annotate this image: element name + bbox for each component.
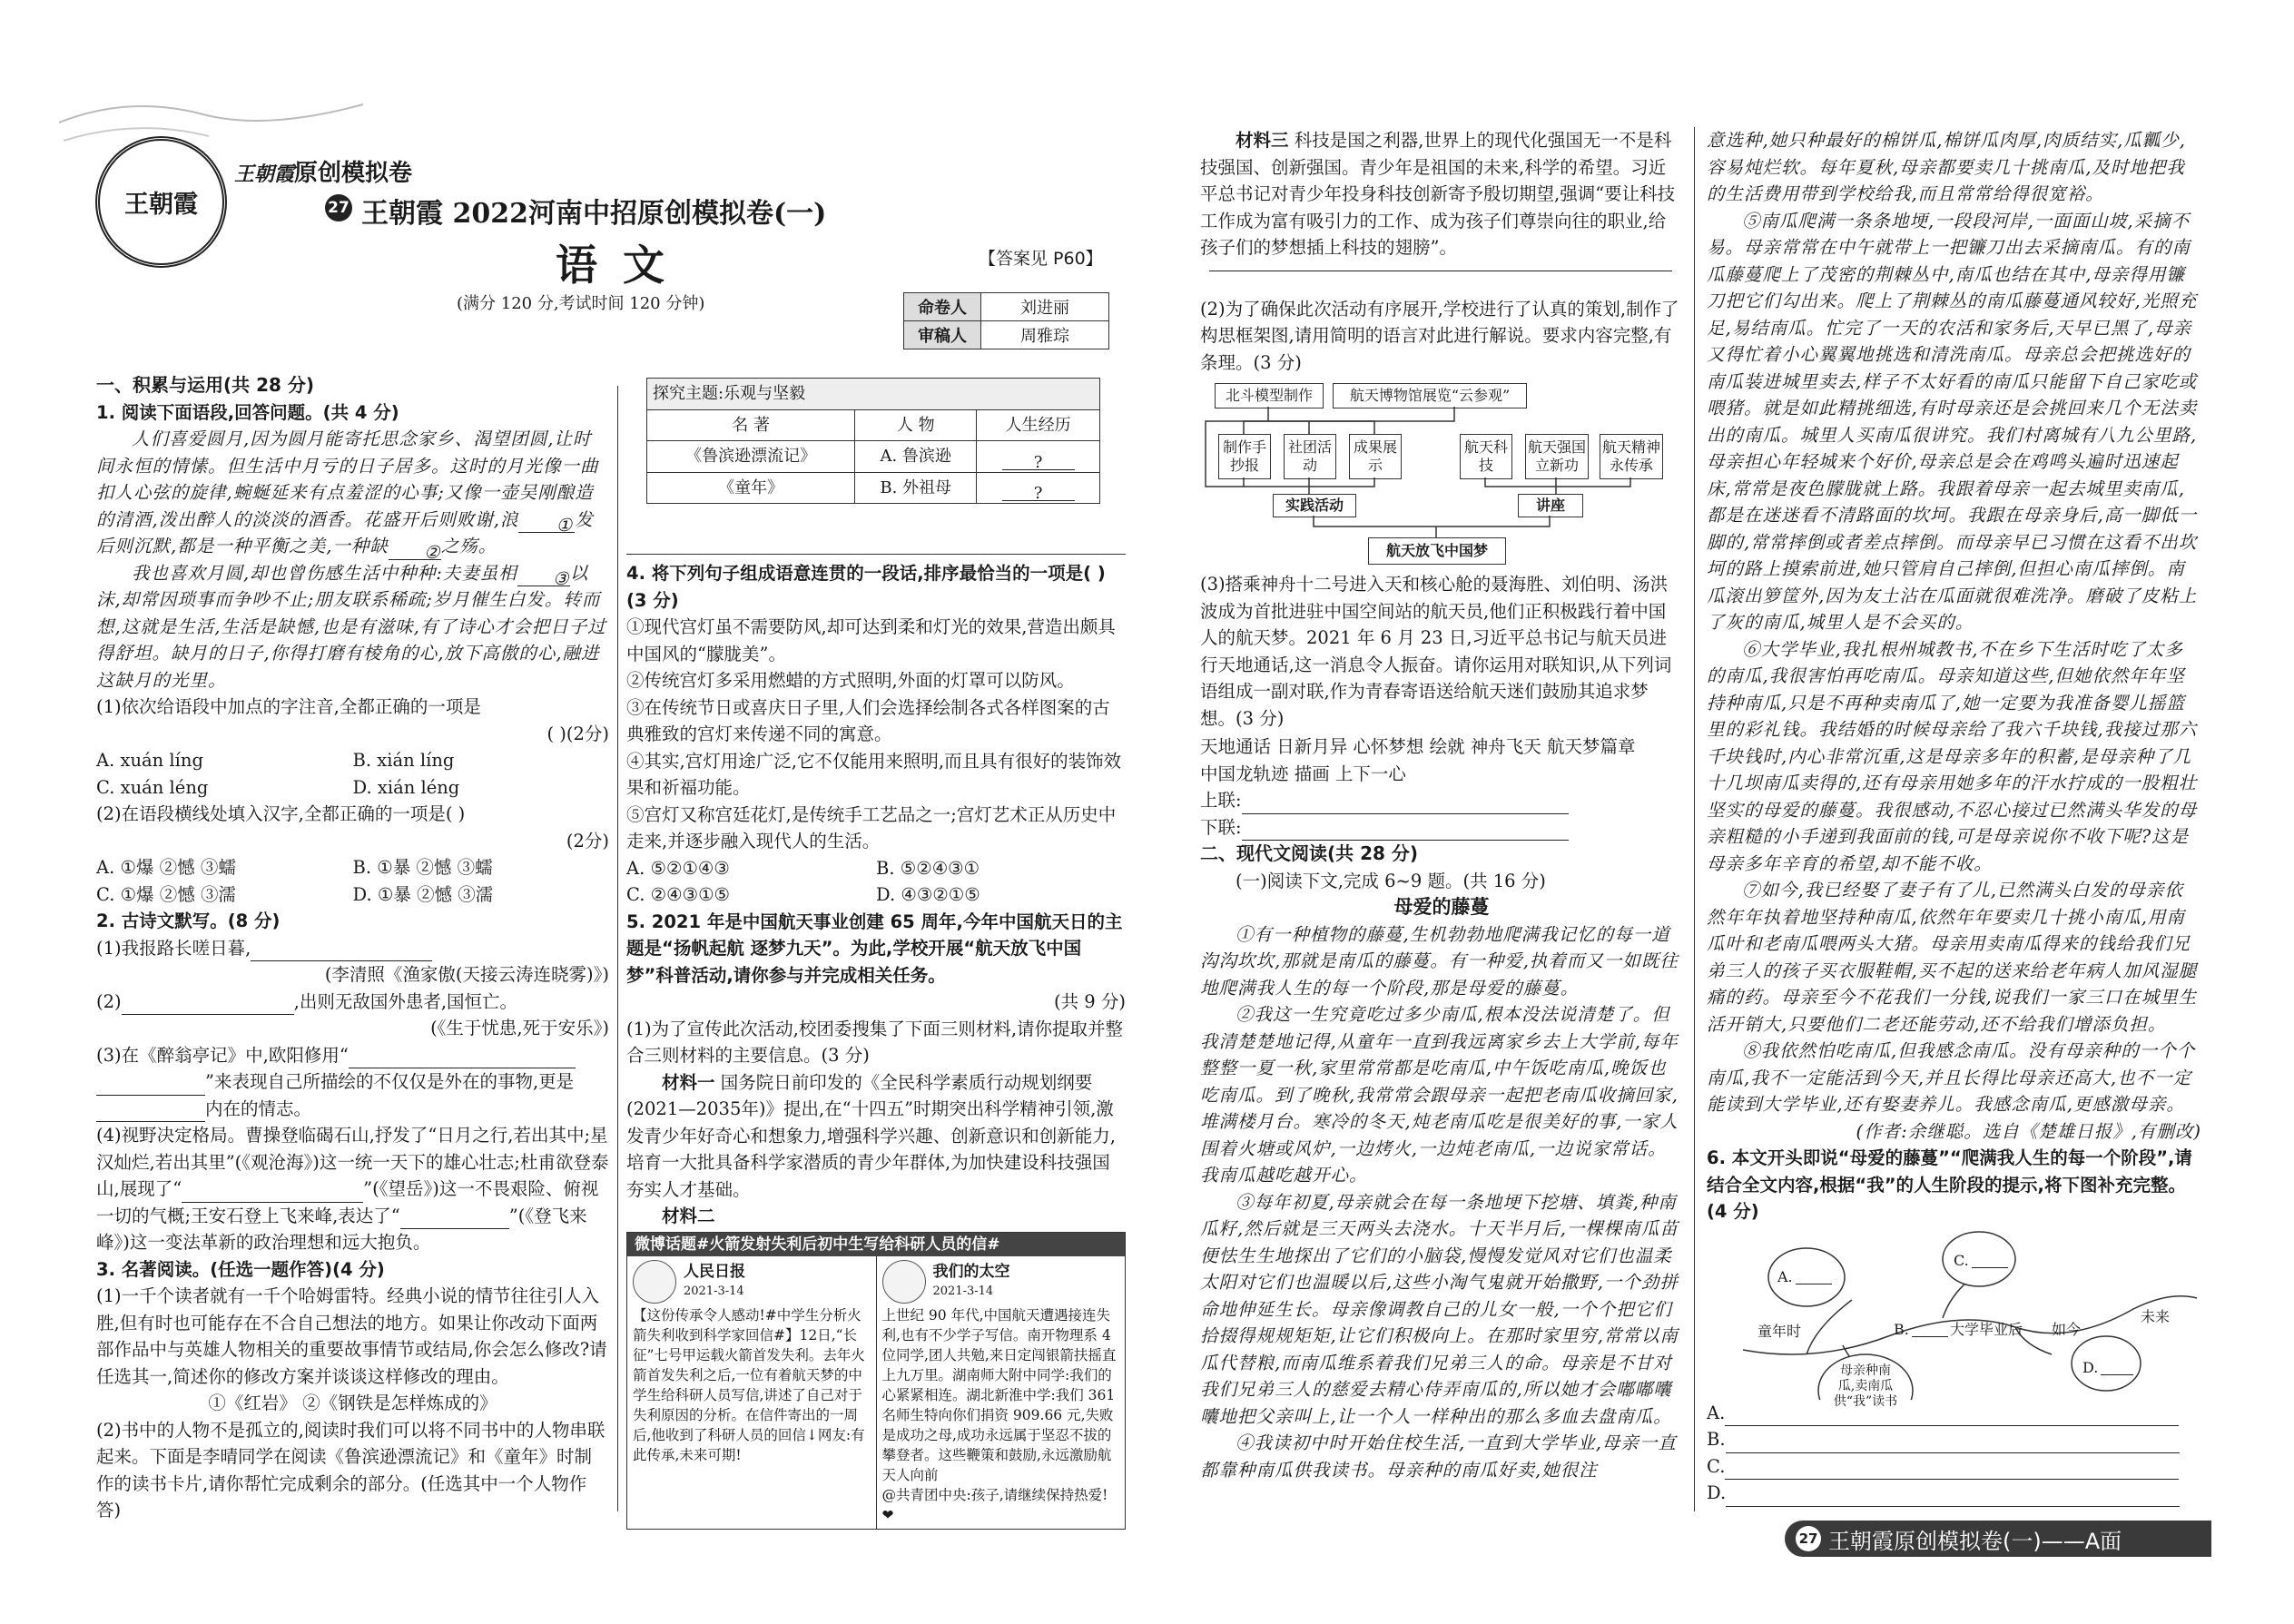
card-answer[interactable]: ? bbox=[1002, 449, 1075, 470]
option[interactable]: C. ②④③①⑤ bbox=[626, 884, 731, 905]
couplet-down bbox=[1200, 814, 1683, 842]
footer-text: 王朝霞原创模拟卷(一)——A面 bbox=[1828, 1528, 2122, 1554]
issue-badge: 27 bbox=[325, 194, 352, 221]
q5-3-words: 天地通话 日新月异 心怀梦想 绘就 神舟飞天 航天梦篇章 bbox=[1200, 736, 1636, 757]
weibo-date: 2021-3-14 bbox=[932, 1284, 994, 1298]
q2-4 bbox=[96, 1122, 609, 1256]
q4-item: ①现代宫灯虽不需要防风,却可达到柔和灯光的效果,营造出颇具中国风的“朦胧美”。 bbox=[626, 616, 1116, 664]
flow-box: 实践活动 bbox=[1273, 494, 1356, 517]
weibo-date: 2021-3-14 bbox=[684, 1284, 744, 1298]
couplet-up bbox=[1200, 787, 1683, 814]
answer-line[interactable] bbox=[1972, 1247, 2008, 1268]
answer-line[interactable] bbox=[122, 994, 294, 1015]
q1-sub1-text: (1)依次给语段中加点的字注音,全都正确的一项是 bbox=[96, 696, 481, 717]
q4-options bbox=[626, 881, 1126, 909]
card-answer[interactable]: ? bbox=[1002, 480, 1075, 501]
answer-blank-3[interactable] bbox=[517, 566, 570, 589]
weibo-user: 我们的太空 bbox=[932, 1262, 1010, 1281]
essay-paragraph: ③每年初夏,母亲就会在每一条地埂下挖塘、填粪,种南瓜籽,然后就是三天两头去浇水。十天半月后,一棵棵南瓜苗便怯生生地探出了它们的小脑袋,慢慢发觉风对它们也温柔太阳对它们也温暖以后,这些小淘气鬼就开始撒野,一个劲拼命地伸延生长。母亲像调教自己的儿女一般,一个个把它们拾掇得规规矩矩,让它们积极向上。在那时家里穷,常常以南瓜代替粮,而南瓜维系着我们兄弟三人的命。母亲是不甘对我们兄弟三人的慈爱去精心侍弄南瓜的,所以她才会嘟嘟囔囔地把父亲叫上,让一个人一样种出的那么多血去盘南瓜。 bbox=[1200, 1191, 1679, 1427]
weibo-text: 上世纪 90 年代,中国航天遭遇接连失利,也有不少学子写信。南开物理系 4 位同学,团人共勉,来日定闯银箭扶摇直上九万里。湖南师大附中同学:我们的心紧紧相连。湖北新淮中学:我们 361 名师生特向你们捐资 909.66 元,失败是成功之母,成功永远属于坚忍不拔的攀登者。这些鞭策和鼓励,永远激励航天人向前 bbox=[881, 1306, 1117, 1483]
score: (2分) bbox=[566, 723, 609, 744]
vine-diagram bbox=[1707, 1227, 2201, 1409]
staff-role: 命卷人 bbox=[904, 293, 981, 321]
part2-sub: (一)阅读下文,完成 6~9 题。(共 16 分) bbox=[1236, 870, 1546, 891]
q2-text: (3)在《醉翁亭记》中,欧阳修用“ bbox=[96, 1044, 349, 1066]
vine-label-b: B. bbox=[1894, 1320, 1909, 1338]
answer-line[interactable] bbox=[182, 1182, 363, 1203]
flow-box: 制作手抄报 bbox=[1218, 434, 1271, 479]
q1-passage-2 bbox=[96, 560, 609, 694]
answer-line[interactable] bbox=[1725, 1405, 2179, 1426]
q5-3-words: 中国龙轨迹 描画 上下一心 bbox=[1200, 763, 1406, 784]
answer-label: C. bbox=[1707, 1455, 1726, 1477]
essay-paragraph: 意选种,她只种最好的棉饼瓜,棉饼瓜肉厚,肉质结实,瓜瓤少,容易炖烂软。每年夏秋,母亲都要卖几十挑南瓜,及时地把我的生活费用带到学校给我,而且常常给得很宽裕。 bbox=[1707, 130, 2186, 204]
framework-diagram bbox=[1200, 376, 1683, 571]
answer-line[interactable] bbox=[1726, 1432, 2180, 1453]
answer-line[interactable] bbox=[96, 1101, 205, 1122]
option[interactable]: B. ①暴 ②憾 ③蠕 bbox=[352, 857, 493, 878]
option[interactable]: D. ④③②①⑤ bbox=[876, 884, 980, 905]
essay-source: (作者:余继聪。选自《楚雄日报》,有删改) bbox=[1856, 1120, 2201, 1142]
q4-options bbox=[626, 855, 1126, 882]
option[interactable]: A. ⑤②①④③ bbox=[626, 857, 730, 879]
q2-text: (1)我报路长嗟日暮, bbox=[96, 937, 251, 959]
staff-role: 审稿人 bbox=[904, 321, 981, 349]
q6: 6. 本文开头即说“母爱的藤蔓”“爬满我人生的每一个阶段”,请结合全文内容,根据“我”的人生阶段的提示,将下图补充完整。(4 分) bbox=[1707, 1147, 2192, 1222]
blank-marker: ③ bbox=[553, 568, 570, 589]
avatar bbox=[882, 1260, 926, 1304]
answer-ref: 【答案见 P60】 bbox=[979, 249, 1103, 269]
q1-sub1-options bbox=[96, 747, 609, 774]
column-1 bbox=[96, 372, 609, 1524]
weibo-post-left bbox=[627, 1256, 877, 1529]
weibo-box bbox=[626, 1232, 1126, 1530]
column-2 bbox=[626, 372, 1126, 1530]
essay-paragraph: ①有一种植物的藤蔓,生机勃勃地爬满我记忆的每一道沟沟坎坎,那就是南瓜的藤蔓。有一种爱,执着而又一如既往地爬满我人生的每一个阶段,那是母爱的藤蔓。 bbox=[1200, 923, 1679, 999]
q1-passage bbox=[96, 426, 609, 563]
vine-center-text: 母亲种南瓜,卖南瓜供“我”读书 bbox=[1833, 1363, 1898, 1409]
vine-label-c: C. bbox=[1954, 1251, 1969, 1269]
q1-sub2: (2)在语段横线处填入汉字,全都正确的一项是( ) bbox=[96, 803, 466, 824]
weibo-user: 人民日报 bbox=[684, 1262, 745, 1281]
option[interactable]: D. xián léng bbox=[352, 776, 460, 798]
q2-title: 2. 古诗文默写。(8 分) bbox=[96, 910, 281, 931]
q2-text: (4)视野决定格局。曹操登临碣石山,抒发了“日月之行,若出其中;星汉灿烂,若出其里”(《观沧海》)这一统一天下的雄心壮志;杜甫欲登泰山,展现了“ bbox=[96, 1125, 609, 1199]
flow-box: 成果展示 bbox=[1349, 434, 1402, 479]
q2-2 bbox=[96, 989, 609, 1016]
q3-title: 3. 名著阅读。(任选一题作答)(4 分) bbox=[96, 1258, 385, 1280]
flow-box: 北斗模型制作 bbox=[1215, 383, 1324, 408]
q1-sub2-score: (2分) bbox=[566, 830, 609, 851]
q2-1 bbox=[96, 935, 609, 962]
q5-1: (1)为了宣传此次活动,校团委搜集了下面三则材料,请你提取并整合三则材料的主要信息。(3 分) bbox=[626, 1018, 1124, 1066]
flow-box: 讲座 bbox=[1518, 494, 1583, 517]
card-answer-cell[interactable] bbox=[977, 472, 1100, 504]
card-answer-cell[interactable] bbox=[977, 441, 1100, 473]
material-1 bbox=[626, 1069, 1126, 1204]
q5-3: (3)搭乘神舟十二号进入天和核心舱的聂海胜、刘伯明、汤洪波成为首批进驻中国空间站的航天员,他们正积极践行着中国人的航天梦。2021 年 6 月 23 日,习近平总书记与航天员进行天地通话,这一消息令人振奋。请你运用对联知识,从下列词语组成一副对联,作为青春寄语送给航天迷们鼓励其追求梦想。(3 分) bbox=[1200, 574, 1672, 729]
column-3 bbox=[1200, 127, 1683, 1483]
staff-name: 周雅琮 bbox=[981, 321, 1109, 349]
flow-box: 社团活动 bbox=[1284, 434, 1336, 479]
weibo-topic: 微博话题#火箭发射失利后初中生写给科研人员的信# bbox=[627, 1233, 1125, 1256]
weibo-reply: @共青团中央:孩子,请继续保持热爱!❤ bbox=[881, 1486, 1108, 1523]
stage-label: 如今 bbox=[2052, 1320, 2082, 1338]
couplet-label: 上联: bbox=[1200, 790, 1242, 811]
staff-table bbox=[903, 292, 1109, 349]
option[interactable]: C. ①爆 ②憾 ③濡 bbox=[96, 883, 237, 905]
q5-title: 5. 2021 年是中国航天事业创建 65 周年,今年中国航天日的主题是“扬帆起航 逐梦九天”。为此,学校开展“航天放飞中国梦”科普活动,请你参与并完成相关任务。 bbox=[626, 910, 1123, 986]
stage-label: 未来 bbox=[2141, 1307, 2171, 1325]
essay-title: 母爱的藤蔓 bbox=[1393, 896, 1490, 918]
card-cell: 《鲁滨逊漂流记》 bbox=[647, 441, 855, 473]
part2-title: 二、现代文阅读(共 28 分) bbox=[1200, 842, 1419, 864]
reading-card bbox=[646, 378, 1100, 504]
answer-blank-2[interactable] bbox=[389, 539, 441, 563]
q1-sub1-score bbox=[96, 721, 609, 748]
footer-issue-badge: 27 bbox=[1796, 1526, 1821, 1551]
answer-line[interactable] bbox=[1242, 793, 1569, 814]
material-label: 材料一 bbox=[662, 1071, 715, 1093]
q4-item: ②传统宫灯多采用燃蜡的方式照明,外面的灯罩可以防风。 bbox=[626, 670, 1075, 691]
weibo-text: 【这份传承令人感动!#中学生分析火箭失利收到科学家回信#】12日,“长征”七号甲运载火箭首发失利。去年火箭首发失利之后,一位有着航天梦的中学生给科研人员写信,讲述了自己对于失利原因的分析。在信件寄出的一周后,他收到了科研人员的回信↓网友:有此传承,未来可期! bbox=[633, 1306, 865, 1463]
q2-text: (2) bbox=[96, 990, 122, 1012]
q3-2: (2)书中的人物不是孤立的,阅读时我们可以将不同书中的人物串联起来。下面是李晴同学在阅读《鲁滨逊漂流记》和《童年》时制作的读书卡片,请你帮忙完成剩余的部分。(任选其中一个人物作答) bbox=[96, 1419, 605, 1521]
avatar bbox=[633, 1260, 676, 1304]
footer-bar bbox=[1785, 1521, 2211, 1557]
subject-title: 语 文 bbox=[556, 241, 671, 290]
q1-text: 我也喜欢月圆,却也曾伤感生活中种种:夫妻虽相 bbox=[132, 562, 517, 584]
brand-banner bbox=[234, 154, 412, 188]
column-4 bbox=[1707, 127, 2201, 1507]
column-divider bbox=[617, 386, 618, 1511]
logo-text: 王朝霞 bbox=[124, 191, 198, 219]
card-header: 人 物 bbox=[855, 409, 977, 441]
answer-label: D. bbox=[1707, 1482, 1727, 1503]
q2-1-source: (李清照《渔家傲(天接云涛连晓雾)》) bbox=[324, 964, 609, 985]
q4-item: ⑤宫灯又称宫廷花灯,是传统手工艺品之一;宫灯艺术正从历史中走来,并逐步融入现代人的生活。 bbox=[626, 803, 1117, 851]
option[interactable]: B. xián líng bbox=[352, 750, 455, 771]
staff-name: 刘进丽 bbox=[981, 293, 1109, 321]
q2-2-source: (《生于忧患,死于安乐》) bbox=[430, 1018, 609, 1038]
flow-box: 航天强国立新功 bbox=[1525, 434, 1589, 479]
answer-row bbox=[1707, 1480, 2201, 1507]
answer-row bbox=[1707, 1400, 2201, 1427]
card-header: 人生经历 bbox=[977, 409, 1100, 441]
flow-box: 航天放飞中国梦 bbox=[1368, 537, 1506, 565]
q5-2: (2)为了确保此次活动有序展开,学校进行了认真的策划,制作了构思框架图,请用简明的语言对此进行解说。要求内容完整,有条理。(3 分) bbox=[1200, 298, 1679, 373]
q1-sub2-options bbox=[96, 854, 609, 881]
option[interactable]: A. ①爆 ②憾 ③蠕 bbox=[96, 857, 236, 878]
option[interactable]: C. xuán léng bbox=[96, 776, 209, 798]
blank-marker: ② bbox=[424, 541, 441, 563]
q1-text: 之殇。 bbox=[440, 536, 497, 556]
answer-paren[interactable]: ( ) bbox=[546, 723, 566, 744]
answer-line[interactable] bbox=[400, 1208, 509, 1229]
q1-text: 以沫,却常因琐事而争吵不止;朋友联系稀疏;岁月催生白发。转而想,这就是生活,生活是缺憾,也是有滋味,有了诗心才会把日子过得舒坦。缺月的日子,你得打磨有棱角的心,放下高傲的心,融进这缺月的光里。 bbox=[96, 562, 606, 691]
answer-line[interactable] bbox=[1726, 1486, 2180, 1507]
exam-info: (满分 120 分,考试时间 120 分钟) bbox=[457, 294, 705, 313]
card-cell: B. 外祖母 bbox=[855, 472, 977, 504]
q2-text: ”(《登飞来峰》)这一变法革新的政治理想和远大抱负。 bbox=[96, 1205, 587, 1253]
vine-label-d: D. bbox=[2082, 1358, 2099, 1376]
answer-label: A. bbox=[1707, 1402, 1726, 1423]
answer-line[interactable] bbox=[96, 1075, 205, 1096]
q2-text: ,出则无敌国外患者,国恒亡。 bbox=[293, 990, 518, 1012]
q2-text: ”(《望岳》)这一不畏艰险、俯视一切的气概;王安石登上飞来峰,表达了“ bbox=[96, 1178, 599, 1226]
answer-row bbox=[1707, 1426, 2201, 1453]
couplet-label: 下联: bbox=[1200, 816, 1242, 838]
flow-box: 航天精神永传承 bbox=[1600, 434, 1663, 479]
material-3 bbox=[1200, 127, 1683, 261]
q1-title: 1. 阅读下面语段,回答问题。(共 4 分) bbox=[96, 401, 399, 423]
column-divider bbox=[1694, 127, 1695, 1511]
q1-sub1 bbox=[96, 694, 609, 721]
q1-text: 发后则沉默,都是一种平衡之美,一种缺 bbox=[96, 508, 594, 556]
stage-label: 童年时 bbox=[1757, 1322, 1802, 1340]
material-2-label: 材料二 bbox=[662, 1206, 715, 1226]
option[interactable]: A. xuán líng bbox=[96, 750, 203, 771]
q2-text: ”来表现自己所描绘的不仅仅是外在的事物,更是 bbox=[205, 1071, 575, 1092]
answer-line[interactable] bbox=[251, 940, 432, 961]
card-topic: 探究主题:乐观与坚毅 bbox=[647, 379, 1100, 410]
answer-line[interactable] bbox=[349, 1048, 576, 1068]
flow-connectors bbox=[1200, 376, 1683, 571]
stage-label: 大学毕业后 bbox=[1950, 1320, 2023, 1338]
essay-paragraph: ⑧我依然怕吃南瓜,但我感念南瓜。没有母亲种的一个个南瓜,我不一定能活到今天,并且长得比母亲还高大,也不一定能读到大学毕业,还有娶妻养儿。我感念南瓜,更感激母亲。 bbox=[1707, 1040, 2196, 1115]
q1-sub2-options bbox=[96, 881, 609, 909]
brand-banner-text: 原创模拟卷 bbox=[294, 160, 413, 187]
flow-box: 航天博物馆展览“云参观” bbox=[1333, 383, 1527, 408]
essay-paragraph: ⑥大学毕业,我扎根州城教书,不在乡下生活时吃了太多的南瓜,我很害怕再吃南瓜。母亲知道这些,但她依然年年坚持种南瓜,只是不再种卖南瓜了,她一定要为我准备婴儿摇篮里的彩礼钱。我结婚的时候母亲给了我六千块钱,我接过那六千块钱时,内心非常沉重,这是母亲多年的积蓄,是母亲种了几十几坝南瓜卖得的,还有母亲用她多年的汗水拧成的一股粗壮坚实的母爱的藤蔓。我很感动,不忍心接过已然满头华发的母亲粗糙的小手递到我面前的钱,可是母亲说你不收下呢?这是母亲多年辛育的希望,却不能不收。 bbox=[1707, 638, 2198, 874]
answer-line[interactable] bbox=[1912, 1316, 1948, 1337]
exam-title: 王朝霞 2022河南中招原创模拟卷(一) bbox=[361, 198, 827, 230]
material-label: 材料三 bbox=[1236, 130, 1289, 151]
q4-item: ④其实,宫灯用途广泛,它不仅能用来照明,而且具有很好的装饰效果和祈福功能。 bbox=[626, 750, 1122, 798]
q1-text: 人们喜爱圆月,因为圆月能寄托思念家乡、渴望团圆,让时间永恒的情愫。但生活中月亏的日子居多。这时的月光像一曲扣人心弦的旋律,蜿蜒延来有点羞涩的心事;又像一壶吴刚酿造的清酒,泼出醉人的淡淡的酒香。花盛开后则败谢,浪 bbox=[96, 428, 599, 530]
essay-paragraph: ④我读初中时开始住校生活,一直到大学毕业,母亲一直都靠种南瓜供我读书。母亲种的南瓜好卖,她很注 bbox=[1200, 1432, 1677, 1481]
weibo-post-right bbox=[877, 1256, 1126, 1529]
essay-paragraph: ⑤南瓜爬满一条条地埂,一段段河岸,一面面山坡,采摘不易。母亲常常在中午就带上一把镰刀出去采摘南瓜。有的南瓜藤蔓爬上了茂密的荆棘丛中,南瓜也结在其中,母亲得用镰刀把它们勾出来。爬上了荆棘丛的南瓜藤蔓通风较好,光照充足,易结南瓜。忙完了一天的农活和家务后,天早已黑了,母亲又得忙着小心翼翼地挑选和清洗南瓜。母亲总会把挑选好的南瓜装进城里卖去,样子不太好看的南瓜只能留下自己家吃或喂猪。就是如此精挑细选,有时母亲还是会挑回来几个无法卖出的南瓜。城里人买南瓜很讲究。我们村离城有八九公里路,母亲担心年轻城来个好价,母亲总是会在鸡鸣头遍时迅速起床,常常是夜色朦胧就上路。我跟着母亲一起去城里卖南瓜,都是在迷迷看不清路面的坎坷。我跟在母亲身后,高一脚低一脚的,常常摔倒或者差点摔倒。而母亲早已习惯在这看不出坎坷的路上摸索前进,她只管肩自己摔倒,但担心南瓜摔倒。南瓜滚出箩筐外,因为友土沾在瓜面就很难洗净。磨破了皮粘上了灰的南瓜,城里人是不会买的。 bbox=[1707, 210, 2198, 633]
card-header: 名 著 bbox=[647, 409, 855, 441]
option[interactable]: B. ⑤②④③① bbox=[876, 857, 980, 879]
vine-label-a: A. bbox=[1777, 1267, 1793, 1285]
card-cell: 《童年》 bbox=[647, 472, 855, 504]
answer-line[interactable] bbox=[1725, 1459, 2179, 1480]
q4-item: ③在传统节日或喜庆日子里,人们会选择绘制各式各样图案的古典雅致的宫灯来传递不同的寓意。 bbox=[626, 696, 1110, 744]
option[interactable]: D. ①暴 ②憾 ③濡 bbox=[352, 883, 494, 905]
part1-title: 一、积累与运用(共 28 分) bbox=[96, 374, 315, 396]
answer-line[interactable] bbox=[2101, 1354, 2133, 1375]
essay-paragraph: ②我这一生究竟吃过多少南瓜,根本没法说清楚了。但我清楚楚地记得,从童年一直到我远离家乡去上大学前,每年整整一夏一秋,家里常常都是吃南瓜,中午饭吃南瓜,晚饭也吃南瓜。到了晚秋,我常常会跟母亲一起把老南瓜收摘回家,堆满楼月台。寒冷的冬天,炖老南瓜吃是很美好的事,一家人围着火塘或风炉,一边烤火,一边炖老南瓜,一边说家常话。我南瓜越吃越开心。 bbox=[1200, 1004, 1679, 1186]
essay-paragraph: ⑦如今,我已经娶了妻子有了儿,已然满头白发的母亲依然年年执着地坚持种南瓜,依然年年要卖几十挑小南瓜,用南瓜叶和老南瓜喂两头大猪。母亲用卖南瓜得来的钱给我们兄弟三人的孩子买衣服鞋帽,买不起的送来给老年病人加风湿腿痛的药。母亲至今不花我们一分钱,说我们一家三口在城里生活开销大,只要他们二老还能劳动,还不给我们增添负担。 bbox=[1707, 880, 2198, 1035]
answer-line[interactable] bbox=[1242, 820, 1569, 841]
material-text: 科技是国之利器,世界上的现代化强国无一不是科技强国、创新强国。青少年是祖国的未来,科学的希望。习近平总书记对青少年投身科技创新寄予殷切期望,强调“要让科技工作成为富有吸引力的工作、成为孩子们尊崇向往的职业,给孩子们的梦想插上科技的翅膀”。 bbox=[1200, 130, 1676, 258]
q2-text: 内在的情志。 bbox=[205, 1097, 312, 1119]
card-cell: A. 鲁滨逊 bbox=[855, 441, 977, 473]
q4-title: 4. 将下列句子组成语意连贯的一段话,排序最恰当的一项是( )(3 分) bbox=[626, 563, 1106, 611]
flow-box: 航天科技 bbox=[1460, 434, 1512, 479]
q5-score: (共 9 分) bbox=[1053, 991, 1126, 1012]
answer-row bbox=[1707, 1453, 2201, 1481]
answer-label: B. bbox=[1707, 1429, 1726, 1450]
q2-3 bbox=[96, 1042, 609, 1123]
answer-line[interactable] bbox=[1796, 1264, 1832, 1284]
q3-1-books: ①《红岩》 ②《钢铁是怎样炼成的》 bbox=[208, 1393, 497, 1413]
blank-marker: ① bbox=[556, 515, 574, 536]
brand-logo-text: 王朝霞 bbox=[234, 163, 295, 186]
q3-1: (1)一千个读者就有一千个哈姆雷特。经典小说的情节往往引人入胜,但有时也可能存在不合自己想法的地方。如果让你改动下面两部作品中与英雄人物相关的重要故事情节或结局,你会怎么修改?请任选其一,简述你的修改方案并谈谈这样修改的理由。 bbox=[96, 1285, 607, 1387]
answer-blank-1[interactable] bbox=[518, 512, 575, 536]
material-text: 国务院日前印发的《全民科学素质行动规划纲要(2021—2035年)》提出,在“十四五”时期突出科学精神引领,激发青少年好奇心和想象力,增强科学兴趣、创新意识和创新能力,培育一大批具备科学家潜质的青少年群体,为加快建设科技强国夯实人才基础。 bbox=[626, 1071, 1116, 1200]
q1-sub1-options bbox=[96, 774, 609, 802]
